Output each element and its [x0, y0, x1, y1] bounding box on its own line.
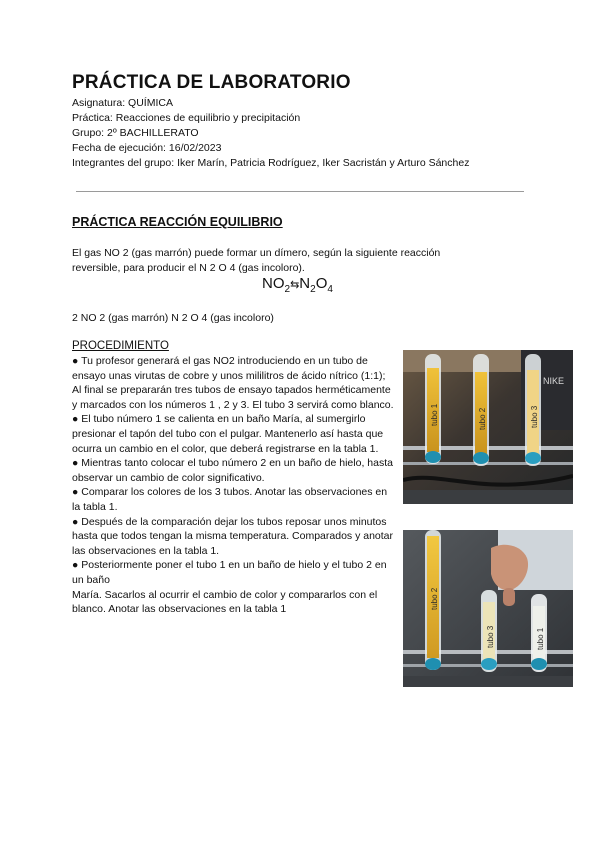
reaction-formula: $NO_2⇆N_2O_4$: [262, 275, 333, 295]
procedure-step: ● Mientras tanto colocar el tubo número 2 en un baño de hielo, hasta observar un cambio de color significativo.: [72, 457, 393, 484]
tube-label: tubo 1: [430, 403, 439, 426]
section-heading: PRÁCTICA REACCIÓN EQUILIBRIO: [72, 215, 283, 229]
procedure-step: ● Comparar los colores de los 3 tubos. Anotar las observaciones en la tabla 1.: [72, 486, 388, 513]
procedure-heading: PROCEDIMIENTO: [72, 340, 169, 352]
intro-paragraph: El gas NO 2 (gas marrón) puede formar un dímero, según la siguiente reacción reversible, para producir el N 2 O 4 (gas incoloro).: [72, 247, 441, 274]
practice-line: Práctica: Reacciones de equilibrio y precipitación: [72, 112, 301, 124]
lab-photo-2: [403, 530, 573, 687]
procedure-step: ● El tubo número 1 se calienta en un baño María, al sumergirlo presionar el tapón del tubo con el pulgar. Mantenerlo así hasta que ocurra un cambio en el color, que deberá registrarse en la tabla 1.: [72, 413, 384, 455]
tube-label: tubo 3: [530, 405, 539, 428]
tube-label: tubo 2: [430, 587, 439, 610]
lab-photo-1: [403, 350, 573, 504]
subject-line: Asignatura: QUÍMICA: [72, 97, 173, 109]
date-line: Fecha de ejecución: 16/02/2023: [72, 142, 222, 154]
divider: [76, 191, 524, 192]
procedure-step: María. Sacarlos al ocurrir el cambio de color y compararlos con el blanco. Anotar las observaciones en la tabla 1: [72, 588, 378, 616]
tube-label: tubo 3: [486, 625, 495, 648]
procedure-step: ● Posteriormente poner el tubo 1 en un baño de hielo y el tubo 2 en un baño: [72, 559, 387, 586]
procedure-steps: [72, 354, 396, 617]
page-title: PRÁCTICA DE LABORATORIO: [72, 72, 351, 93]
group-line: Grupo: 2º BACHILLERATO: [72, 127, 199, 139]
reaction-text: 2 NO 2 (gas marrón) N 2 O 4 (gas incoloro): [72, 312, 274, 324]
tube-label: tubo 1: [536, 627, 545, 650]
svg-text:NIKE: NIKE: [543, 376, 565, 386]
procedure-step: ● Después de la comparación dejar los tubos reposar unos minutos hasta que todos tengan la misma temperatura. Comparados y anotar las observaciones en la tabla 1.: [72, 515, 394, 557]
members-line: Integrantes del grupo: Iker Marín, Patricia Rodríguez, Iker Sacristán y Arturo Sánchez: [72, 157, 470, 169]
procedure-step: ● Tu profesor generará el gas NO2 introduciendo en un tubo de ensayo unas virutas de cobre y unos mililitros de ácido nítrico (1:1); Al final se prepararán tres tubos de ensayo tapados herméticamente y marcados con los números 1 , 2 y 3. El tubo 3 servirá como blanco.: [72, 355, 394, 411]
tube-label: tubo 2: [478, 407, 487, 430]
